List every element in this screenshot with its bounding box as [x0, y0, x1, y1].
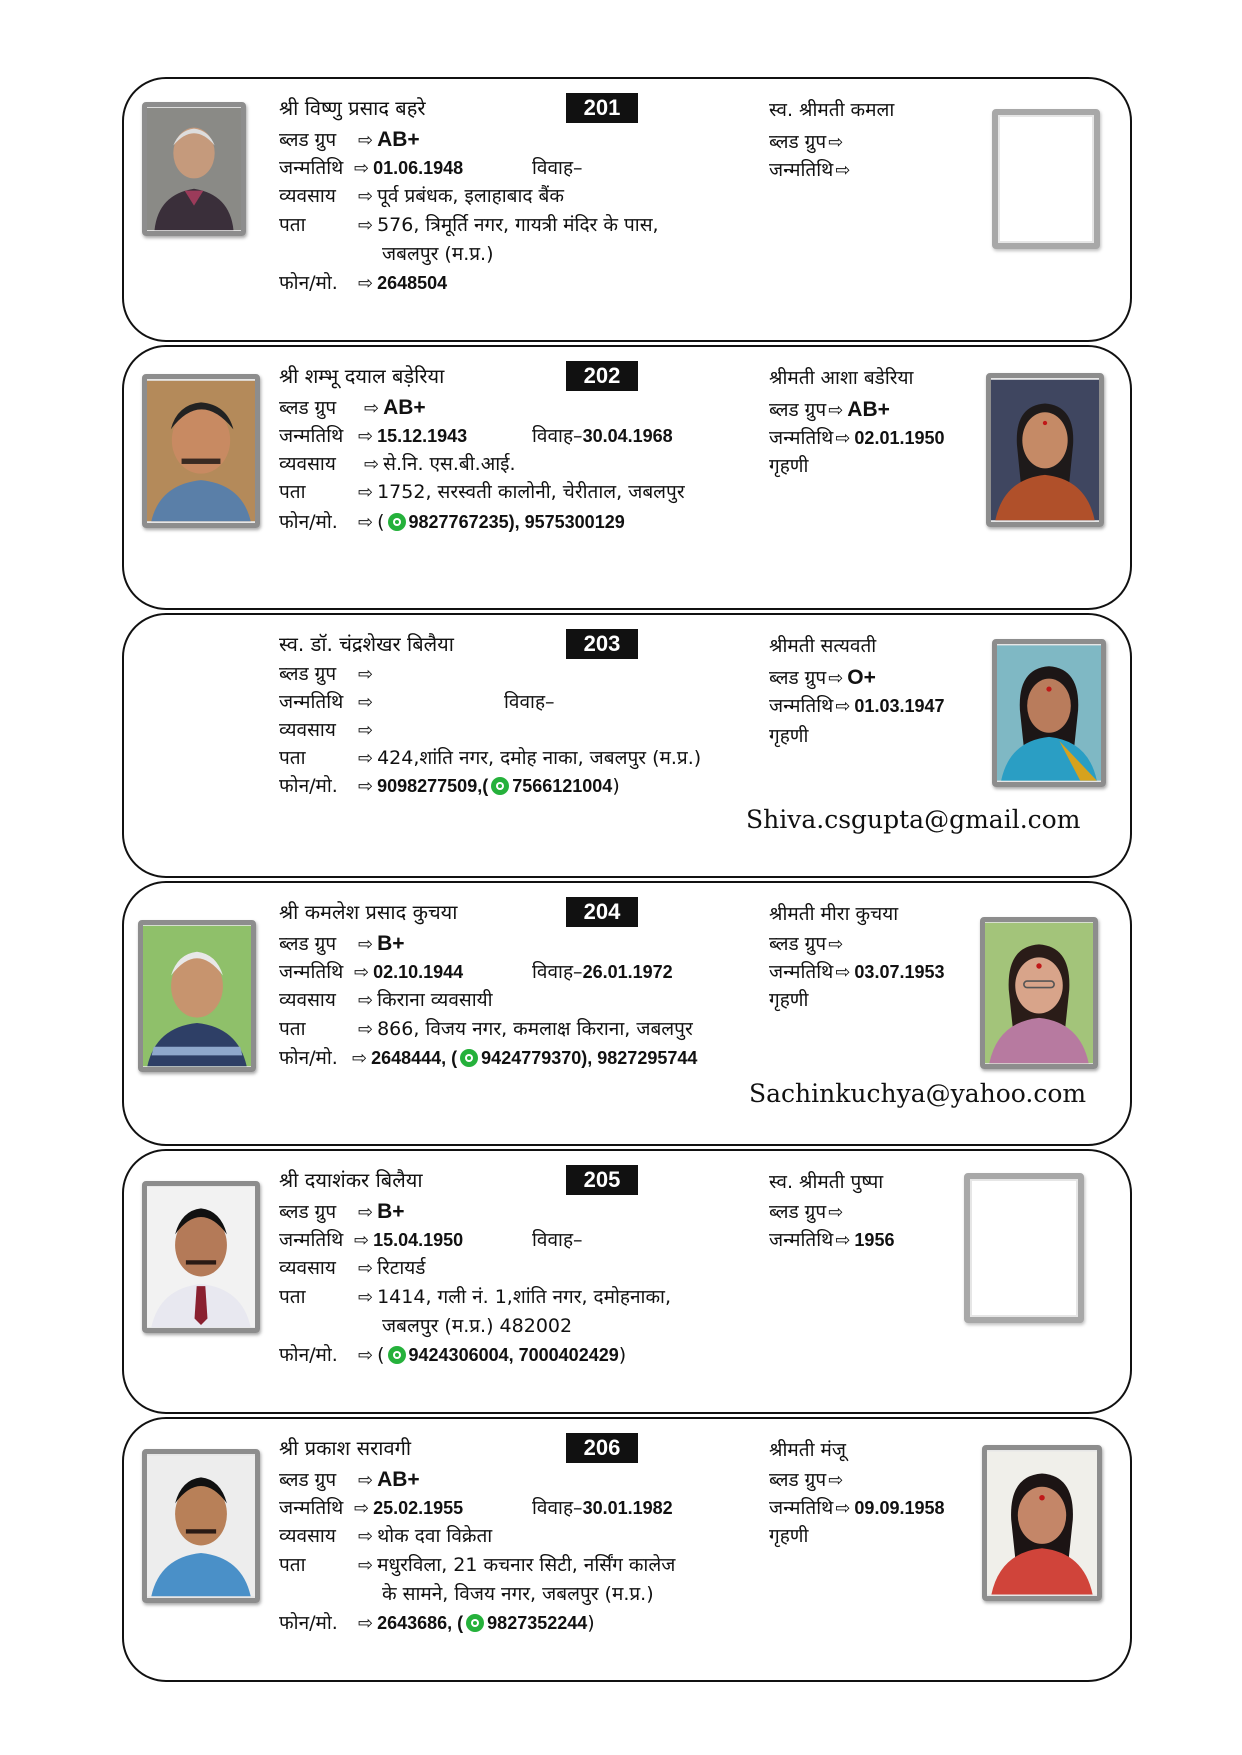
label-dob: जन्मतिथि: [769, 1229, 834, 1251]
address-line2: जबलपुर (म.प्र.): [382, 243, 494, 265]
label-blood-group: ब्लड ग्रुप: [769, 933, 827, 955]
address-line1: 576, त्रिमूर्ति नगर, गायत्री मंदिर के पास,: [377, 214, 659, 236]
arrow-icon: ⇨: [358, 1202, 374, 1223]
arrow-icon: ⇨: [358, 426, 374, 447]
address-line1: 424,शांति नगर, दमोह नाका, जबलपुर (म.प्र.): [377, 747, 702, 769]
arrow-icon: ⇨: [828, 132, 844, 153]
member-photo: [142, 1181, 260, 1333]
label-occupation: व्यवसाय: [279, 719, 336, 741]
label-dob: जन्मतिथि: [769, 695, 834, 717]
label-dob: जन्मतिथि: [279, 961, 344, 983]
label-blood-group: ब्लड ग्रुप: [279, 933, 337, 955]
entry-number: 205: [566, 1165, 638, 1195]
phone-suffix: ), 9575300129: [508, 512, 625, 532]
marriage-date: 30.04.1968: [582, 426, 673, 446]
arrow-icon: ⇨: [364, 398, 380, 419]
label-blood-group: ब्लड ग्रुप: [279, 663, 337, 685]
address-line1: 866, विजय नगर, कमलाक्ष किराना, जबलपुर: [377, 1018, 693, 1040]
label-blood-group: ब्लड ग्रुप: [279, 129, 337, 151]
arrow-icon: ⇨: [364, 454, 380, 475]
spouse-photo: [992, 639, 1106, 787]
label-dob: जन्मतिथि: [279, 691, 344, 713]
label-blood-group: ब्लड ग्रुप: [769, 131, 827, 153]
phone-prefix: 2648444, (: [371, 1048, 458, 1068]
spouse-blood-group: O+: [847, 666, 876, 689]
entry-number: 206: [566, 1433, 638, 1463]
member-card: [122, 1149, 1132, 1414]
phone-whatsapp: 7566121004: [512, 776, 613, 796]
member-photo: [142, 102, 246, 236]
arrow-icon: ⇨: [352, 1048, 368, 1069]
arrow-icon: ⇨: [358, 482, 374, 503]
label-marriage: विवाह–: [532, 157, 583, 179]
label-dob: जन्मतिथि: [769, 1497, 834, 1519]
spouse-photo-placeholder: [964, 1173, 1084, 1323]
arrow-icon: ⇨: [358, 1019, 374, 1040]
arrow-icon: ⇨: [358, 720, 374, 741]
arrow-icon: ⇨: [358, 990, 374, 1011]
label-marriage: विवाह–: [532, 961, 583, 983]
phone-prefix: (: [377, 1344, 385, 1366]
phone-suffix: ): [587, 1612, 595, 1634]
label-blood-group: ब्लड ग्रुप: [769, 667, 827, 689]
arrow-icon: ⇨: [358, 1258, 374, 1279]
arrow-icon: ⇨: [354, 962, 370, 983]
arrow-icon: ⇨: [835, 428, 851, 449]
label-blood-group: ब्लड ग्रुप: [769, 1201, 827, 1223]
arrow-icon: ⇨: [358, 748, 374, 769]
occupation-value: थोक दवा विक्रेता: [377, 1525, 493, 1547]
member-name: श्री शम्भू दयाल बड़ेरिया: [279, 364, 445, 388]
label-marriage: विवाह–: [532, 1229, 583, 1251]
spouse-dob: 03.07.1953: [854, 962, 945, 982]
spouse-occupation: गृहणी: [769, 989, 809, 1011]
arrow-icon: ⇨: [835, 962, 851, 983]
label-dob: जन्मतिथि: [279, 425, 344, 447]
arrow-icon: ⇨: [358, 1526, 374, 1547]
label-occupation: व्यवसाय: [279, 185, 336, 207]
occupation-value: से.नि. एस.बी.आई.: [383, 453, 516, 475]
label-address: पता: [279, 1554, 306, 1576]
arrow-icon: ⇨: [835, 1498, 851, 1519]
arrow-icon: ⇨: [828, 1470, 844, 1491]
phone-suffix: ): [618, 1344, 627, 1366]
label-phone: फोन/मो.: [279, 1344, 338, 1366]
entry-number: 203: [566, 629, 638, 659]
label-blood-group: ब्लड ग्रुप: [769, 1469, 827, 1491]
blood-group: AB+: [377, 128, 420, 151]
spouse-occupation: गृहणी: [769, 725, 809, 747]
member-name: स्व. डॉ. चंद्रशेखर बिलैया: [279, 632, 454, 656]
label-address: पता: [279, 747, 306, 769]
arrow-icon: ⇨: [354, 1230, 370, 1251]
spouse-photo-placeholder: [992, 109, 1100, 249]
entry-number: 202: [566, 361, 638, 391]
phone-value: 2648504: [377, 273, 448, 293]
arrow-icon: ⇨: [354, 1498, 370, 1519]
arrow-icon: ⇨: [354, 158, 370, 179]
label-phone: फोन/मो.: [279, 511, 338, 533]
label-phone: फोन/मो.: [279, 1612, 338, 1634]
address-line1: 1414, गली नं. 1,शांति नगर, दमोहनाका,: [377, 1286, 672, 1308]
spouse-name: श्रीमती सत्यवती: [769, 635, 877, 657]
label-marriage: विवाह–: [532, 425, 583, 447]
label-blood-group: ब्लड ग्रुप: [769, 399, 827, 421]
member-card: [122, 613, 1132, 878]
arrow-icon: ⇨: [358, 692, 374, 713]
spouse-photo: [980, 917, 1098, 1069]
label-address: पता: [279, 481, 306, 503]
entry-number: 201: [566, 93, 638, 123]
label-blood-group: ब्लड ग्रुप: [279, 397, 337, 419]
label-dob: जन्मतिथि: [769, 427, 834, 449]
arrow-icon: ⇨: [358, 934, 374, 955]
marriage-date: 26.01.1972: [582, 962, 673, 982]
whatsapp-icon: [466, 1614, 484, 1632]
label-dob: जन्मतिथि: [769, 961, 834, 983]
arrow-icon: ⇨: [358, 1555, 374, 1576]
spouse-occupation: गृहणी: [769, 455, 809, 477]
member-name: श्री कमलेश प्रसाद कुचया: [279, 900, 458, 924]
spouse-dob: 02.01.1950: [854, 428, 945, 448]
dob-value: 15.12.1943: [377, 426, 468, 446]
email-link[interactable]: Sachinkuchya@yahoo.com: [749, 1079, 1087, 1108]
arrow-icon: ⇨: [358, 273, 374, 294]
marriage-date: 30.01.1982: [582, 1498, 673, 1518]
blood-group: AB+: [383, 396, 426, 419]
member-card: [122, 77, 1132, 342]
label-phone: फोन/मो.: [279, 775, 338, 797]
label-dob: जन्मतिथि: [279, 1229, 344, 1251]
member-card: [122, 345, 1132, 610]
label-dob: जन्मतिथि: [279, 1497, 344, 1519]
dob-value: 25.02.1955: [373, 1498, 464, 1518]
arrow-icon: ⇨: [835, 160, 851, 181]
arrow-icon: ⇨: [358, 1470, 374, 1491]
spouse-photo: [982, 1445, 1102, 1601]
phone-suffix: ): [612, 775, 620, 797]
label-dob: जन्मतिथि: [769, 159, 834, 181]
label-marriage: विवाह–: [532, 1497, 583, 1519]
arrow-icon: ⇨: [358, 130, 374, 151]
spouse-occupation: गृहणी: [769, 1525, 809, 1547]
member-photo: [142, 374, 260, 528]
label-phone: फोन/मो.: [279, 272, 338, 294]
spouse-name: श्रीमती मीरा कुचया: [769, 903, 899, 925]
arrow-icon: ⇨: [828, 668, 844, 689]
arrow-icon: ⇨: [835, 696, 851, 717]
blood-group: B+: [377, 932, 405, 955]
blood-group: B+: [377, 1200, 405, 1223]
spouse-blood-group: AB+: [847, 398, 890, 421]
spouse-photo: [986, 373, 1104, 527]
phone-whatsapp: 9827767235: [408, 512, 509, 532]
label-occupation: व्यवसाय: [279, 453, 336, 475]
label-blood-group: ब्लड ग्रुप: [279, 1201, 337, 1223]
occupation-value: किराना व्यवसायी: [377, 989, 493, 1011]
dob-value: 01.06.1948: [373, 158, 464, 178]
arrow-icon: ⇨: [358, 186, 374, 207]
arrow-icon: ⇨: [358, 215, 374, 236]
label-occupation: व्यवसाय: [279, 1525, 336, 1547]
label-phone: फोन/मो.: [279, 1047, 338, 1069]
spouse-dob: 01.03.1947: [854, 696, 945, 716]
arrow-icon: ⇨: [828, 400, 844, 421]
label-address: पता: [279, 1018, 306, 1040]
label-occupation: व्यवसाय: [279, 1257, 336, 1279]
spouse-name: स्व. श्रीमती पुष्पा: [769, 1171, 884, 1193]
member-photo: [138, 920, 256, 1072]
member-card: [122, 1417, 1132, 1682]
arrow-icon: ⇨: [828, 1202, 844, 1223]
blood-group: AB+: [377, 1468, 420, 1491]
phone-whatsapp: 9827352244: [487, 1613, 588, 1633]
occupation-value: पूर्व प्रबंधक, इलाहाबाद बैंक: [377, 185, 564, 207]
address-line2: जबलपुर (म.प्र.) 482002: [382, 1315, 573, 1337]
occupation-value: रिटायर्ड: [377, 1257, 426, 1279]
address-line1: 1752, सरस्वती कालोनी, चेरीताल, जबलपुर: [377, 481, 685, 503]
spouse-dob: 1956: [854, 1230, 895, 1250]
phone-prefix: 9098277509,(: [377, 776, 489, 796]
arrow-icon: ⇨: [358, 1613, 374, 1634]
label-address: पता: [279, 1286, 306, 1308]
phone-prefix: 2643686, (: [377, 1613, 464, 1633]
whatsapp-icon: [460, 1049, 478, 1067]
whatsapp-icon: [491, 777, 509, 795]
entry-number: 204: [566, 897, 638, 927]
phone-suffix: ), 9827295744: [581, 1048, 698, 1068]
member-card: [122, 881, 1132, 1146]
address-line2: के सामने, विजय नगर, जबलपुर (म.प्र.): [382, 1583, 654, 1605]
dob-value: 15.04.1950: [373, 1230, 464, 1250]
arrow-icon: ⇨: [358, 1345, 374, 1366]
phone-prefix: (: [377, 511, 385, 533]
arrow-icon: ⇨: [835, 1230, 851, 1251]
label-dob: जन्मतिथि: [279, 157, 344, 179]
label-blood-group: ब्लड ग्रुप: [279, 1469, 337, 1491]
spouse-dob: 09.09.1958: [854, 1498, 945, 1518]
arrow-icon: ⇨: [358, 776, 374, 797]
email-link[interactable]: Shiva.csgupta@gmail.com: [746, 805, 1081, 834]
member-photo: [142, 1449, 260, 1603]
arrow-icon: ⇨: [828, 934, 844, 955]
member-name: श्री विष्णु प्रसाद बहरे: [279, 96, 426, 120]
label-marriage: विवाह–: [504, 691, 555, 713]
address-line1: मधुरविला, 21 कचनार सिटी, नर्सिंग कालेज: [377, 1554, 676, 1576]
arrow-icon: ⇨: [358, 1287, 374, 1308]
spouse-name: श्रीमती आशा बडेरिया: [769, 367, 914, 389]
dob-value: 02.10.1944: [373, 962, 464, 982]
phone-whatsapp: 9424306004, 7000402429: [408, 1345, 619, 1365]
arrow-icon: ⇨: [358, 512, 374, 533]
spouse-name: स्व. श्रीमती कमला: [769, 99, 895, 121]
phone-whatsapp: 9424779370: [481, 1048, 582, 1068]
spouse-name: श्रीमती मंजू: [769, 1439, 846, 1461]
whatsapp-icon: [388, 1346, 406, 1364]
label-occupation: व्यवसाय: [279, 989, 336, 1011]
whatsapp-icon: [388, 513, 406, 531]
arrow-icon: ⇨: [358, 664, 374, 685]
member-name: श्री दयाशंकर बिलैया: [279, 1168, 423, 1192]
member-name: श्री प्रकाश सरावगी: [279, 1436, 412, 1460]
label-address: पता: [279, 214, 306, 236]
